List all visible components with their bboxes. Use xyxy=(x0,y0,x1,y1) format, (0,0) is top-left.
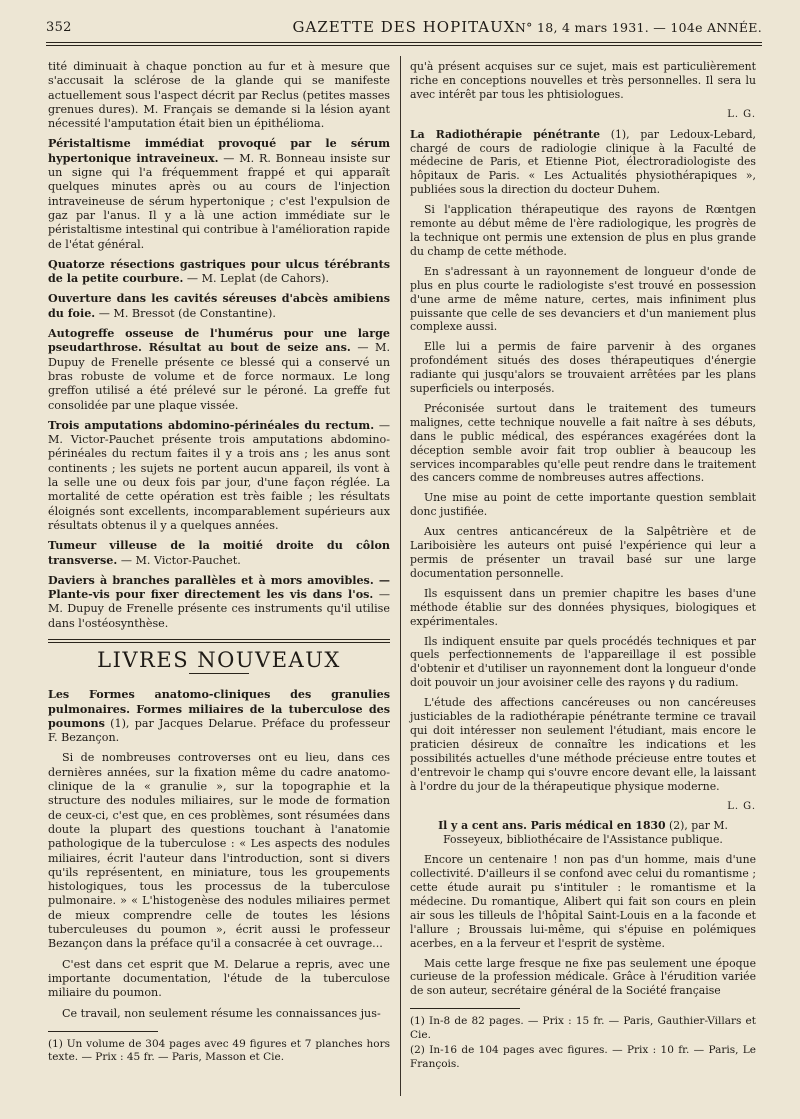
section-title: LIVRES NOUVEAUX xyxy=(97,647,341,672)
item-body: — M. Dupuy de Frenelle présente ce blessé qui a conservé un bras robuste de volume et de force normaux. Le long greffon utilisé a été prélevé sur le péroné. La greffe fut consolidée par une plaque vissée. xyxy=(48,341,390,412)
paragraph: qu'à présent acquises sur ce sujet, mais est particulièrement riche en conceptions nouvelles et très personnelles. Il sera lu avec intérêt par tous les phtisiologues. xyxy=(410,60,756,101)
item-body: — M. Leplat (de Cahors). xyxy=(183,272,330,286)
page-header xyxy=(46,16,762,40)
column-divider xyxy=(400,56,401,1096)
report-item xyxy=(48,258,390,287)
book-reference: (1), par Ledoux-Lebard, chargé de cours de radiologie clinique à la Faculté de médecine de Paris, et Etienne Piot, électroradiologiste des hôpitaux de Paris. « Les Actualités physiothérapiques », publiées sous la direction du docteur Duhem. xyxy=(410,127,756,197)
item-heading: Tumeur villeuse de la moitié droite du côlon transverse. xyxy=(48,539,390,567)
author-initials: L. G. xyxy=(727,108,756,120)
paragraph: En s'adressant à un rayonnement de longueur d'onde de plus en plus courte le radiologiste s'est trouvé en possession d'une arme de même nature, certes, mais infiniment plus puissante que celle de ses devanciers et d'un maniement plus complexe aussi. xyxy=(410,264,756,334)
footnote: (2) In-16 de 104 pages avec figures. — Prix : 10 fr. — Paris, Le François. xyxy=(410,1044,756,1070)
left-column xyxy=(48,60,390,1067)
paragraph: Encore un centenaire ! non pas d'un homme, mais d'une collectivité. D'ailleurs il se confond avec celui du romantisme ; cette étude aurait pu s'intituler : le romantisme et la médecine. Du romantique, Alibert qui fait son cours en plein air sous les tilleuls de l'hôpital Saint-Louis en a la faconde et l'allure ; Broussais lui-même, qui s'épuise en polémiques acerbes, en a la ferveur et l'esprit de système. xyxy=(410,853,756,950)
book-title: La Radiothérapie pénétrante xyxy=(410,127,601,141)
paragraph: Une mise au point de cette importante question semblait donc justifiée. xyxy=(410,491,756,519)
item-body: — M. Victor-Pauchet. xyxy=(117,553,241,567)
paragraph: Si l'application thérapeutique des rayons de Rœntgen remonte au début même de l'ère radiologique, les progrès de la technique ont permis une extension de plus en plus grande du champ de cette méthode. xyxy=(410,203,756,258)
header-rule xyxy=(46,42,762,46)
book-title: Les Formes anatomo-cliniques des granulies pulmonaires. Formes miliaires de la tuberculose des poumons xyxy=(48,688,390,730)
paragraph: Ils indiquent ensuite par quels procédés techniques et par quels perfectionnements de l'appareillage il est possible d'obtenir et d'utiliser un rayonnement dont la longueur d'onde doit pouvoir un jour avoisiner celle des rayons γ du radium. xyxy=(410,634,756,690)
right-column xyxy=(410,60,756,1073)
book-entry-heading xyxy=(410,128,756,198)
paragraph: L'étude des affections cancéreuses ou non cancéreuses justiciables de la radiothérapie pénétrante termine ce travail qui doit intéresser non seulement l'étudiant, mais encore le praticien désireux de connaître les indications et les possibilités actuelles d'une méthode précieuse entre toutes et d'entrevoir le champ qui s'ouvre encore devant elle, la laissant à l'ordre du jour de la thérapeutique physique moderne. xyxy=(410,696,756,793)
title-underline xyxy=(189,673,249,674)
item-body: — M. Dupuy de Frenelle présente ces instruments qu'il utilise dans l'ostéosynthèse. xyxy=(48,588,390,630)
book-entry-heading xyxy=(410,819,756,847)
paragraph: tité diminuait à chaque ponction au fur et à mesure que s'accusait la sclérose de la glande qui se manifeste actuellement sous l'aspect décrit par Reclus (petites masses grenues dures). M. Français se demande si la lésion ayant nécessité l'amputation était bien un épithélioma. xyxy=(48,60,390,131)
section-rule xyxy=(48,639,390,643)
item-heading: Quatorze résections gastriques pour ulcus térébrants de la petite courbure. xyxy=(48,257,390,286)
paragraph: Ils esquissent dans un premier chapitre les bases d'une méthode établie sur des données physiques, biologiques et expérimentales. xyxy=(410,586,756,628)
item-heading: Autogreffe osseuse de l'humérus pour une large pseudarthrose. Résultat au bout de seize ans. xyxy=(48,327,390,355)
item-heading: Péristaltisme immédiat provoqué par le sérum hypertonique intraveineux. xyxy=(48,137,390,165)
item-heading: Trois amputations abdomino-périnéales du rectum. xyxy=(48,418,375,432)
footnote-rule xyxy=(410,1008,520,1009)
item-body: — M. Bressot (de Constantine). xyxy=(95,306,276,320)
book-reference: (1), par Jacques Delarue. Préface du professeur F. Bezançon. xyxy=(48,716,390,745)
paragraph: Si de nombreuses controverses ont eu lieu, dans ces dernières années, sur la fixation même du cadre anatomo-clinique de la « granulie », sur la topographie et la structure des nodules miliaires, sur le mode de formation de ceux-ci, c'est que, en ces problèmes, sont résumées dans doute la plupart des questions touchant à l'anatomie pathologique de la tuberculose : « Les aspects des nodules miliaires, écrit l'auteur dans l'introduction, sont si divers qu'ils représentent, en miniature, tous les groupements histologiques, tous les processus de la tuberculose pulmonaire. » « L'histogenèse des nodules miliaires permet de mieux comprendre celle de toutes les lésions tuberculeuses du poumon », écrit aussi le professeur Bezançon dans la préface qu'il a consacrée à cet ouvrage... xyxy=(48,751,390,951)
item-body: — M. R. Bonneau insiste sur un signe qui l'a fréquemment frappé et qui apparaît quelques minutes après ou au cours de l'injection intraveineuse de sérum hypertonique ; c'est l'expulsion de gaz par l'anus. Il y a là une action immédiate sur le péristaltisme intestinal qui contribue à l'amélioration rapide de l'état général. xyxy=(48,151,390,251)
footnote-rule xyxy=(48,1031,158,1032)
item-heading: Ouverture dans les cavités séreuses d'abcès amibiens du foie. xyxy=(48,292,390,320)
report-item xyxy=(48,539,390,568)
book-reference: (2), par M. Fosseyeux, bibliothécaire de l'Assistance publique. xyxy=(443,819,728,847)
page-number: 352 xyxy=(46,20,72,35)
report-item xyxy=(48,419,390,533)
book-title: Il y a cent ans. Paris médical en 1830 xyxy=(438,819,666,833)
paragraph: C'est dans cet esprit que M. Delarue a repris, avec une importante documentation, l'étude de la tuberculose miliaire du poumon. xyxy=(48,957,390,1000)
paragraph: Elle lui a permis de faire parvenir à des organes profondément situés des doses thérapeutiques d'énergie radiante qui jusqu'alors se trouvaient arrêtées par les plans superficiels ou interposés. xyxy=(410,340,756,396)
author-initials: L. G. xyxy=(727,800,756,812)
paragraph: Mais cette large fresque ne fixe pas seulement une époque curieuse de la profession médicale. Grâce à l'érudition variée de son auteur, secrétaire général de la Société française xyxy=(410,956,756,998)
paragraph: Ce travail, non seulement résume les connaissances jus- xyxy=(62,1006,381,1020)
paragraph: Préconisée surtout dans le traitement des tumeurs malignes, cette technique nouvelle a fait naître à ses débuts, dans le public médical, des espérances exagérées dont la déception semble avoir fait trop oublier à beaucoup les services incomparables qu'elle peut rendre dans le traitement des cancers comme de nombreuses autres affections. xyxy=(410,401,756,485)
book-entry-heading xyxy=(48,688,390,745)
issue-info: N° 18, 4 mars 1931. — 104e ANNÉE. xyxy=(514,20,762,35)
report-item xyxy=(48,327,390,413)
paragraph: Aux centres anticancéreux de la Salpêtrière et de Lariboisière les auteurs ont puisé l'expérience qui leur a permis de présenter un travail basé sur une large documentation personnelle. xyxy=(410,525,756,580)
footnote: (1) In-8 de 82 pages. — Prix : 15 fr. — Paris, Gauthier-Villars et Cie. xyxy=(410,1015,756,1041)
report-item xyxy=(48,292,390,321)
item-heading: Daviers à branches parallèles et à mors amovibles. — Plante-vis pour fixer directement les vis dans l'os. xyxy=(48,573,390,602)
item-body: — M. Victor-Pauchet présente trois amputations abdomino-périnéales du rectum faites il y a trois ans ; les anus sont continents ; les sujets ne portent aucun appareil, ils vont à la selle une ou deux fois par jour, d'une façon réglée. La mortalité de cette opération est très faible ; les résultats éloignés sont excellents, incomparablement supérieurs aux résultats obtenus il y a quelques années. xyxy=(48,418,390,532)
report-item xyxy=(48,137,390,251)
footnote: (1) Un volume de 304 pages avec 49 figures et 7 planches hors texte. — Prix : 45 fr. — Paris, Masson et Cie. xyxy=(48,1037,390,1064)
report-item xyxy=(48,574,390,631)
journal-title: GAZETTE DES HOPITAUX xyxy=(292,18,516,36)
